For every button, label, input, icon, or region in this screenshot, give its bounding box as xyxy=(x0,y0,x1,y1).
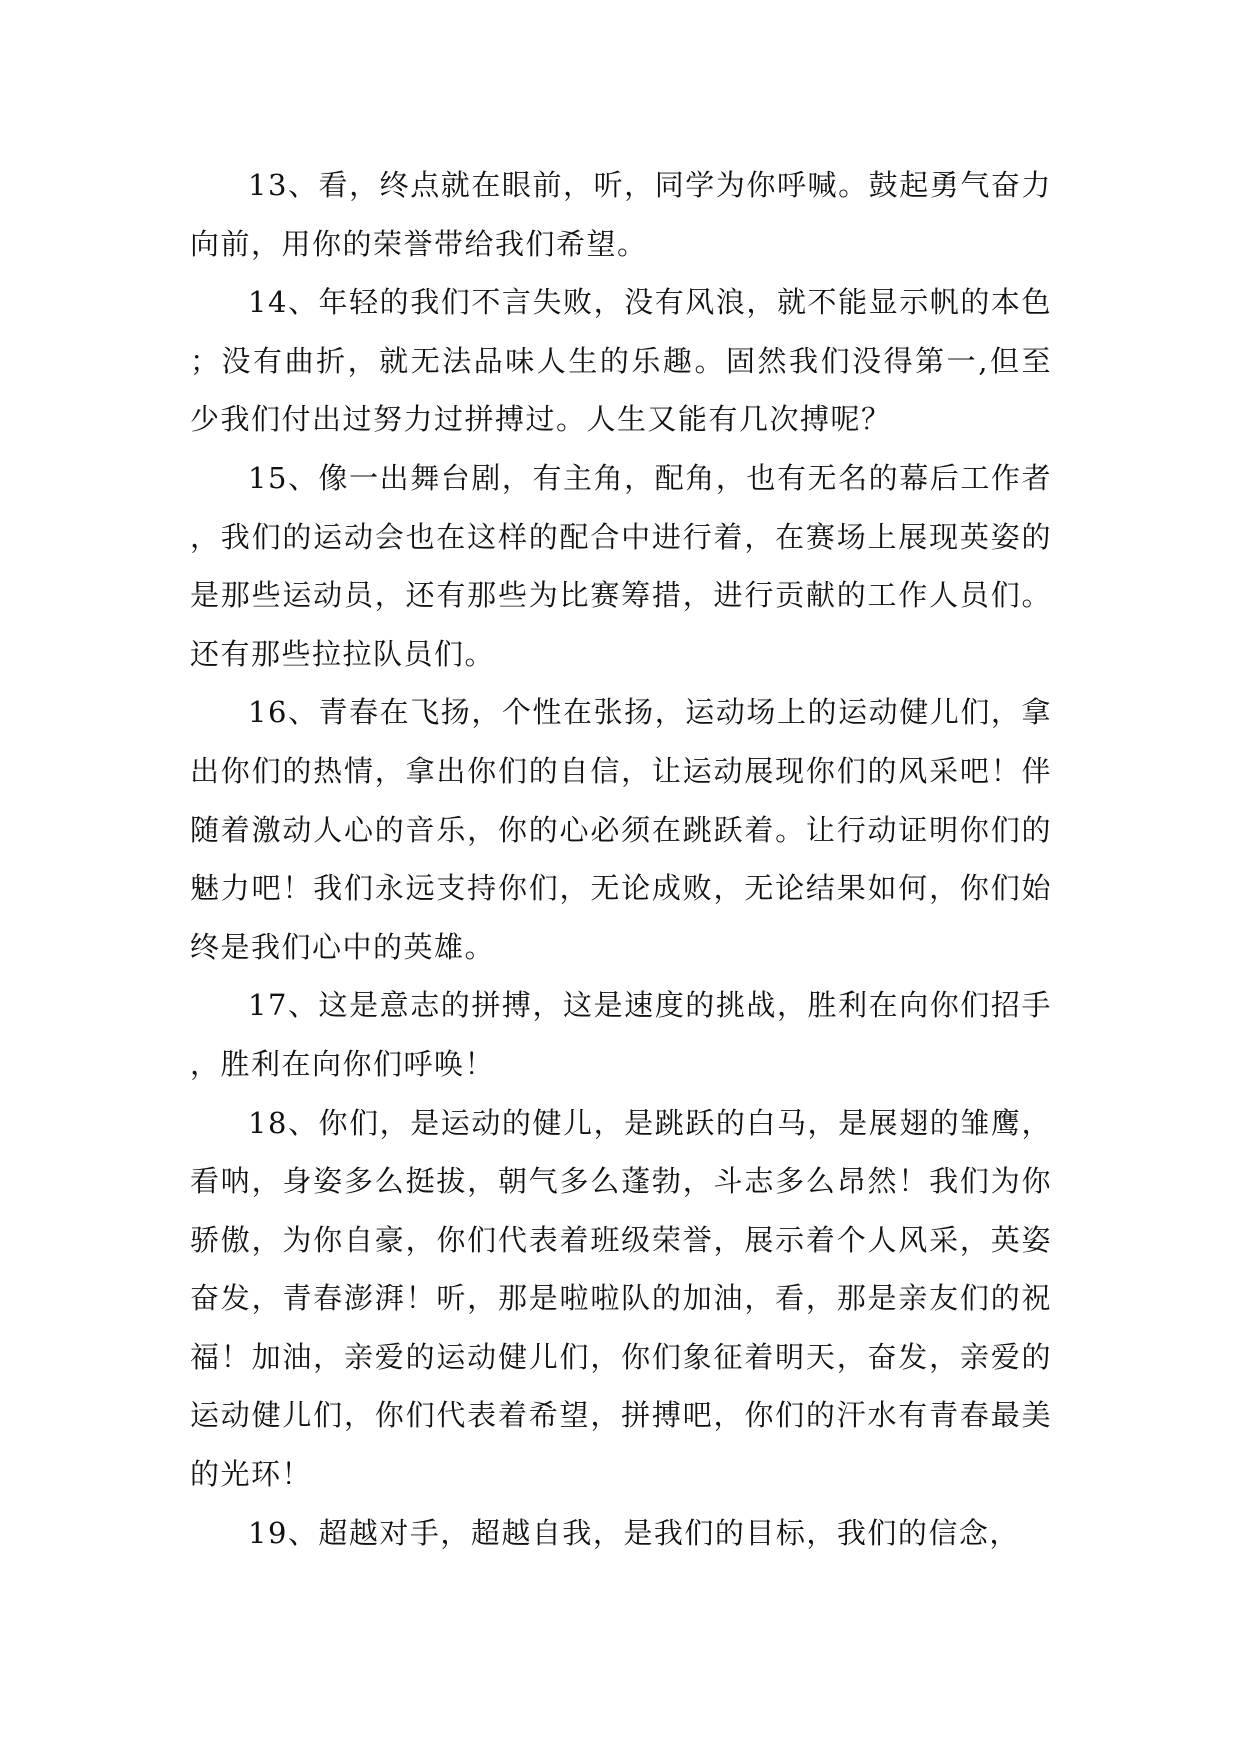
paragraph-14: 14、年轻的我们不言失败，没有风浪，就不能显示帆的本色；没有曲折，就无法品味人生的乐趣。固然我们没得第一,但至少我们付出过努力过拼搏过。人生又能有几次搏呢？ xyxy=(190,285,1052,437)
paragraph-19: 19、超越对手，超越自我，是我们的目标，我们的信念， xyxy=(248,1515,1020,1550)
paragraph-16: 16、青春在飞扬，个性在张扬，运动场上的运动健儿们，拿出你们的热情，拿出你们的自信，让运动展现你们的风采吧！伴随着激动人心的音乐，你的心必须在跳跃着。让行动证明你们的魅力吧！我们永远支持你们，无论成败，无论结果如何，你们始终是我们心中的英雄。 xyxy=(190,695,1052,964)
paragraph-17: 17、这是意志的拼搏，这是速度的挑战，胜利在向你们招手，胜利在向你们呼唤！ xyxy=(190,988,1052,1081)
paragraph-13: 13、看，终点就在眼前，听，同学为你呼喊。鼓起勇气奋力向前，用你的荣誉带给我们希望。 xyxy=(190,168,1052,261)
paragraph-18: 18、你们，是运动的健儿，是跳跃的白马，是展翅的雏鹰，看呐，身姿多么挺拔，朝气多么蓬勃，斗志多么昂然！我们为你骄傲，为你自豪，你们代表着班级荣誉，展示着个人风采，英姿奋发，青春澎湃！听，那是啦啦队的加油，看，那是亲友们的祝福！加油，亲爱的运动健儿们，你们象征着明天，奋发，亲爱的运动健儿们，你们代表着希望，拼搏吧，你们的汗水有青春最美的光环！ xyxy=(190,1105,1052,1492)
document-body xyxy=(190,156,1052,1562)
paragraph-15: 15、像一出舞台剧，有主角，配角，也有无名的幕后工作者，我们的运动会也在这样的配合中进行着，在赛场上展现英姿的是那些运动员，还有那些为比赛筹措，进行贡献的工作人员们。还有那些拉拉队员们。 xyxy=(190,460,1052,671)
